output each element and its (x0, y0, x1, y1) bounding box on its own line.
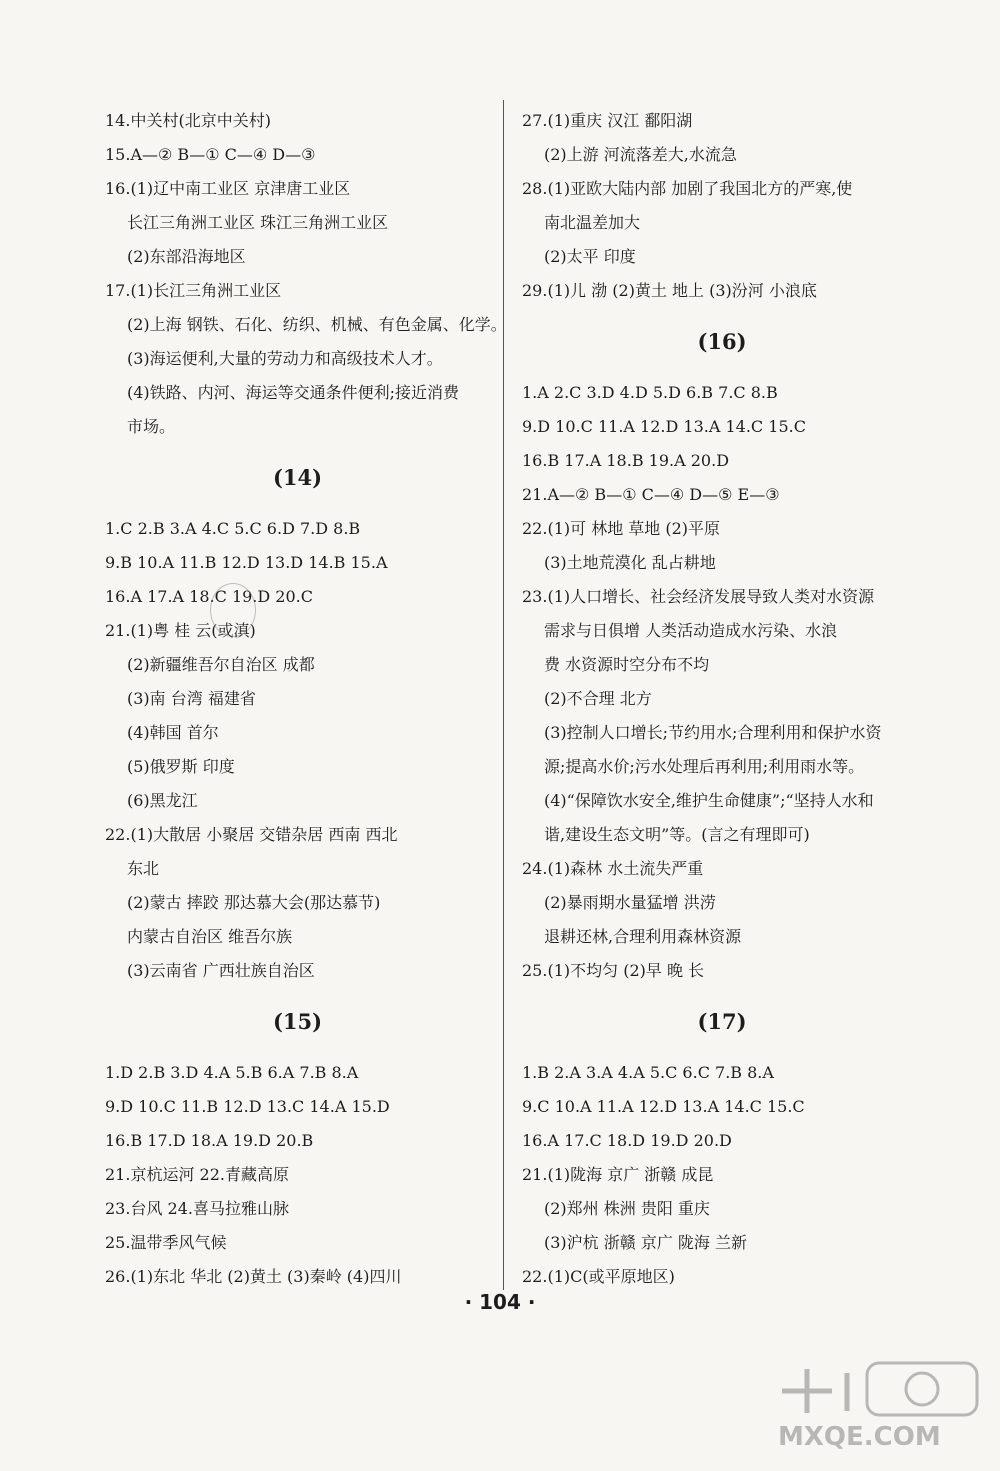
section-heading: (16) (697, 329, 747, 354)
answer-line: 29.(1)儿 渤 (2)黄土 地上 (3)汾河 小浪底 (522, 281, 817, 300)
watermark-logo-icon (772, 1361, 982, 1451)
answer-line: (2)东部沿海地区 (127, 247, 246, 266)
answer-line: (2)不合理 北方 (544, 689, 652, 708)
answer-line: 退耕还林,合理利用森林资源 (544, 927, 742, 946)
answer-line: 费 水资源时空分布不均 (544, 655, 710, 674)
answer-line: (4)“保障饮水安全,维护生命健康”;“坚持人水和 (544, 791, 874, 810)
answer-line: 17.(1)长江三角洲工业区 (105, 281, 282, 300)
answer-line: 24.(1)森林 水土流失严重 (522, 859, 704, 878)
answer-line: 16.B 17.D 18.A 19.D 20.B (105, 1131, 314, 1150)
answer-line: (3)沪杭 浙赣 京广 陇海 兰新 (544, 1233, 748, 1252)
answer-line: (3)云南省 广西壮族自治区 (127, 961, 315, 980)
left-column (105, 104, 507, 1294)
right-column (522, 104, 922, 1294)
answer-line: 16.A 17.A 18.C 19.D 20.C (105, 587, 313, 606)
answer-line: (2)郑州 株洲 贵阳 重庆 (544, 1199, 710, 1218)
answer-line: 14.中关村(北京中关村) (105, 111, 271, 130)
answer-line: 1.A 2.C 3.D 4.D 5.D 6.B 7.C 8.B (522, 383, 778, 402)
answer-line: 21.(1)粤 桂 云(或滇) (105, 621, 256, 640)
answer-line: 16.A 17.C 18.D 19.D 20.D (522, 1131, 732, 1150)
answer-line: (3)控制人口增长;节约用水;合理利用和保护水资 (544, 723, 882, 742)
answer-line: 内蒙古自治区 维吾尔族 (127, 927, 293, 946)
answer-line: 9.B 10.A 11.B 12.D 13.D 14.B 15.A (105, 553, 388, 572)
answer-line: (2)蒙古 摔跤 那达慕大会(那达慕节) (127, 893, 381, 912)
answer-line: 1.D 2.B 3.D 4.A 5.B 6.A 7.B 8.A (105, 1063, 359, 1082)
answer-line: 23.(1)人口增长、社会经济发展导致人类对水资源 (522, 587, 875, 606)
answer-line: (2)太平 印度 (544, 247, 636, 266)
section-heading: (17) (697, 1009, 747, 1034)
answer-line: 23.台风 24.喜马拉雅山脉 (105, 1199, 289, 1218)
answer-line: 22.(1)可 林地 草地 (2)平原 (522, 519, 721, 538)
answer-line: 25.温带季风气候 (105, 1233, 227, 1252)
answer-line: 21.京杭运河 22.青藏高原 (105, 1165, 289, 1184)
answer-line: 需求与日俱增 人类活动造成水污染、水浪 (544, 621, 838, 640)
answer-line: 15.A—② B—① C—④ D—③ (105, 145, 316, 164)
answer-line: (2)上海 钢铁、石化、纺织、机械、有色金属、化学。 (127, 315, 507, 334)
answer-line: (3)土地荒漠化 乱占耕地 (544, 553, 716, 572)
answer-line: 1.B 2.A 3.A 4.A 5.C 6.C 7.B 8.A (522, 1063, 774, 1082)
answer-line: 26.(1)东北 华北 (2)黄土 (3)秦岭 (4)四川 (105, 1267, 402, 1286)
answer-line: (6)黑龙江 (127, 791, 198, 810)
answer-line: 市场。 (127, 417, 176, 436)
answer-line: (2)上游 河流落差大,水流急 (544, 145, 737, 164)
answer-line: (2)暴雨期水量猛增 洪涝 (544, 893, 716, 912)
answer-line: 25.(1)不均匀 (2)早 晚 长 (522, 961, 705, 980)
answer-line: (4)铁路、内河、海运等交通条件便利;接近消费 (127, 383, 460, 402)
answer-line: 源;提高水价;污水处理后再利用;利用雨水等。 (544, 757, 865, 776)
answer-line: 28.(1)亚欧大陆内部 加剧了我国北方的严寒,使 (522, 179, 853, 198)
answer-line: (5)俄罗斯 印度 (127, 757, 235, 776)
answer-line: 长江三角洲工业区 珠江三角洲工业区 (127, 213, 389, 232)
answer-line: 21.A—② B—① C—④ D—⑤ E—③ (522, 485, 780, 504)
section-heading: (14) (272, 465, 323, 490)
section-heading: (15) (272, 1009, 323, 1034)
answer-line: 16.B 17.A 18.B 19.A 20.D (522, 451, 730, 470)
page-number: · 104 · (464, 1290, 536, 1314)
answer-line: 1.C 2.B 3.A 4.C 5.C 6.D 7.D 8.B (105, 519, 361, 538)
answer-line: (3)海运便利,大量的劳动力和高级技术人才。 (127, 349, 443, 368)
answer-line: 9.D 10.C 11.A 12.D 13.A 14.C 15.C (522, 417, 806, 436)
column-divider (503, 100, 504, 1290)
answer-line: (3)南 台湾 福建省 (127, 689, 256, 708)
answer-line: 22.(1)大散居 小聚居 交错杂居 西南 西北 (105, 825, 398, 844)
answer-line: 27.(1)重庆 汉江 鄱阳湖 (522, 111, 693, 130)
answer-line: 21.(1)陇海 京广 浙赣 成昆 (522, 1165, 714, 1184)
watermark-text: MXQE.COM (778, 1422, 941, 1451)
answer-line: 东北 (127, 859, 160, 878)
answer-line: 22.(1)C(或平原地区) (522, 1267, 675, 1286)
answer-line: 谐,建设生态文明”等。(言之有理即可) (544, 825, 810, 844)
answer-line: 南北温差加大 (544, 213, 641, 232)
answer-line: 16.(1)辽中南工业区 京津唐工业区 (105, 179, 351, 198)
stamp-mark-icon (210, 583, 256, 637)
answer-line: (2)新疆维吾尔自治区 成都 (127, 655, 315, 674)
answer-line: 9.C 10.A 11.A 12.D 13.A 14.C 15.C (522, 1097, 805, 1116)
answer-line: 9.D 10.C 11.B 12.D 13.C 14.A 15.D (105, 1097, 390, 1116)
answer-line: (4)韩国 首尔 (127, 723, 219, 742)
